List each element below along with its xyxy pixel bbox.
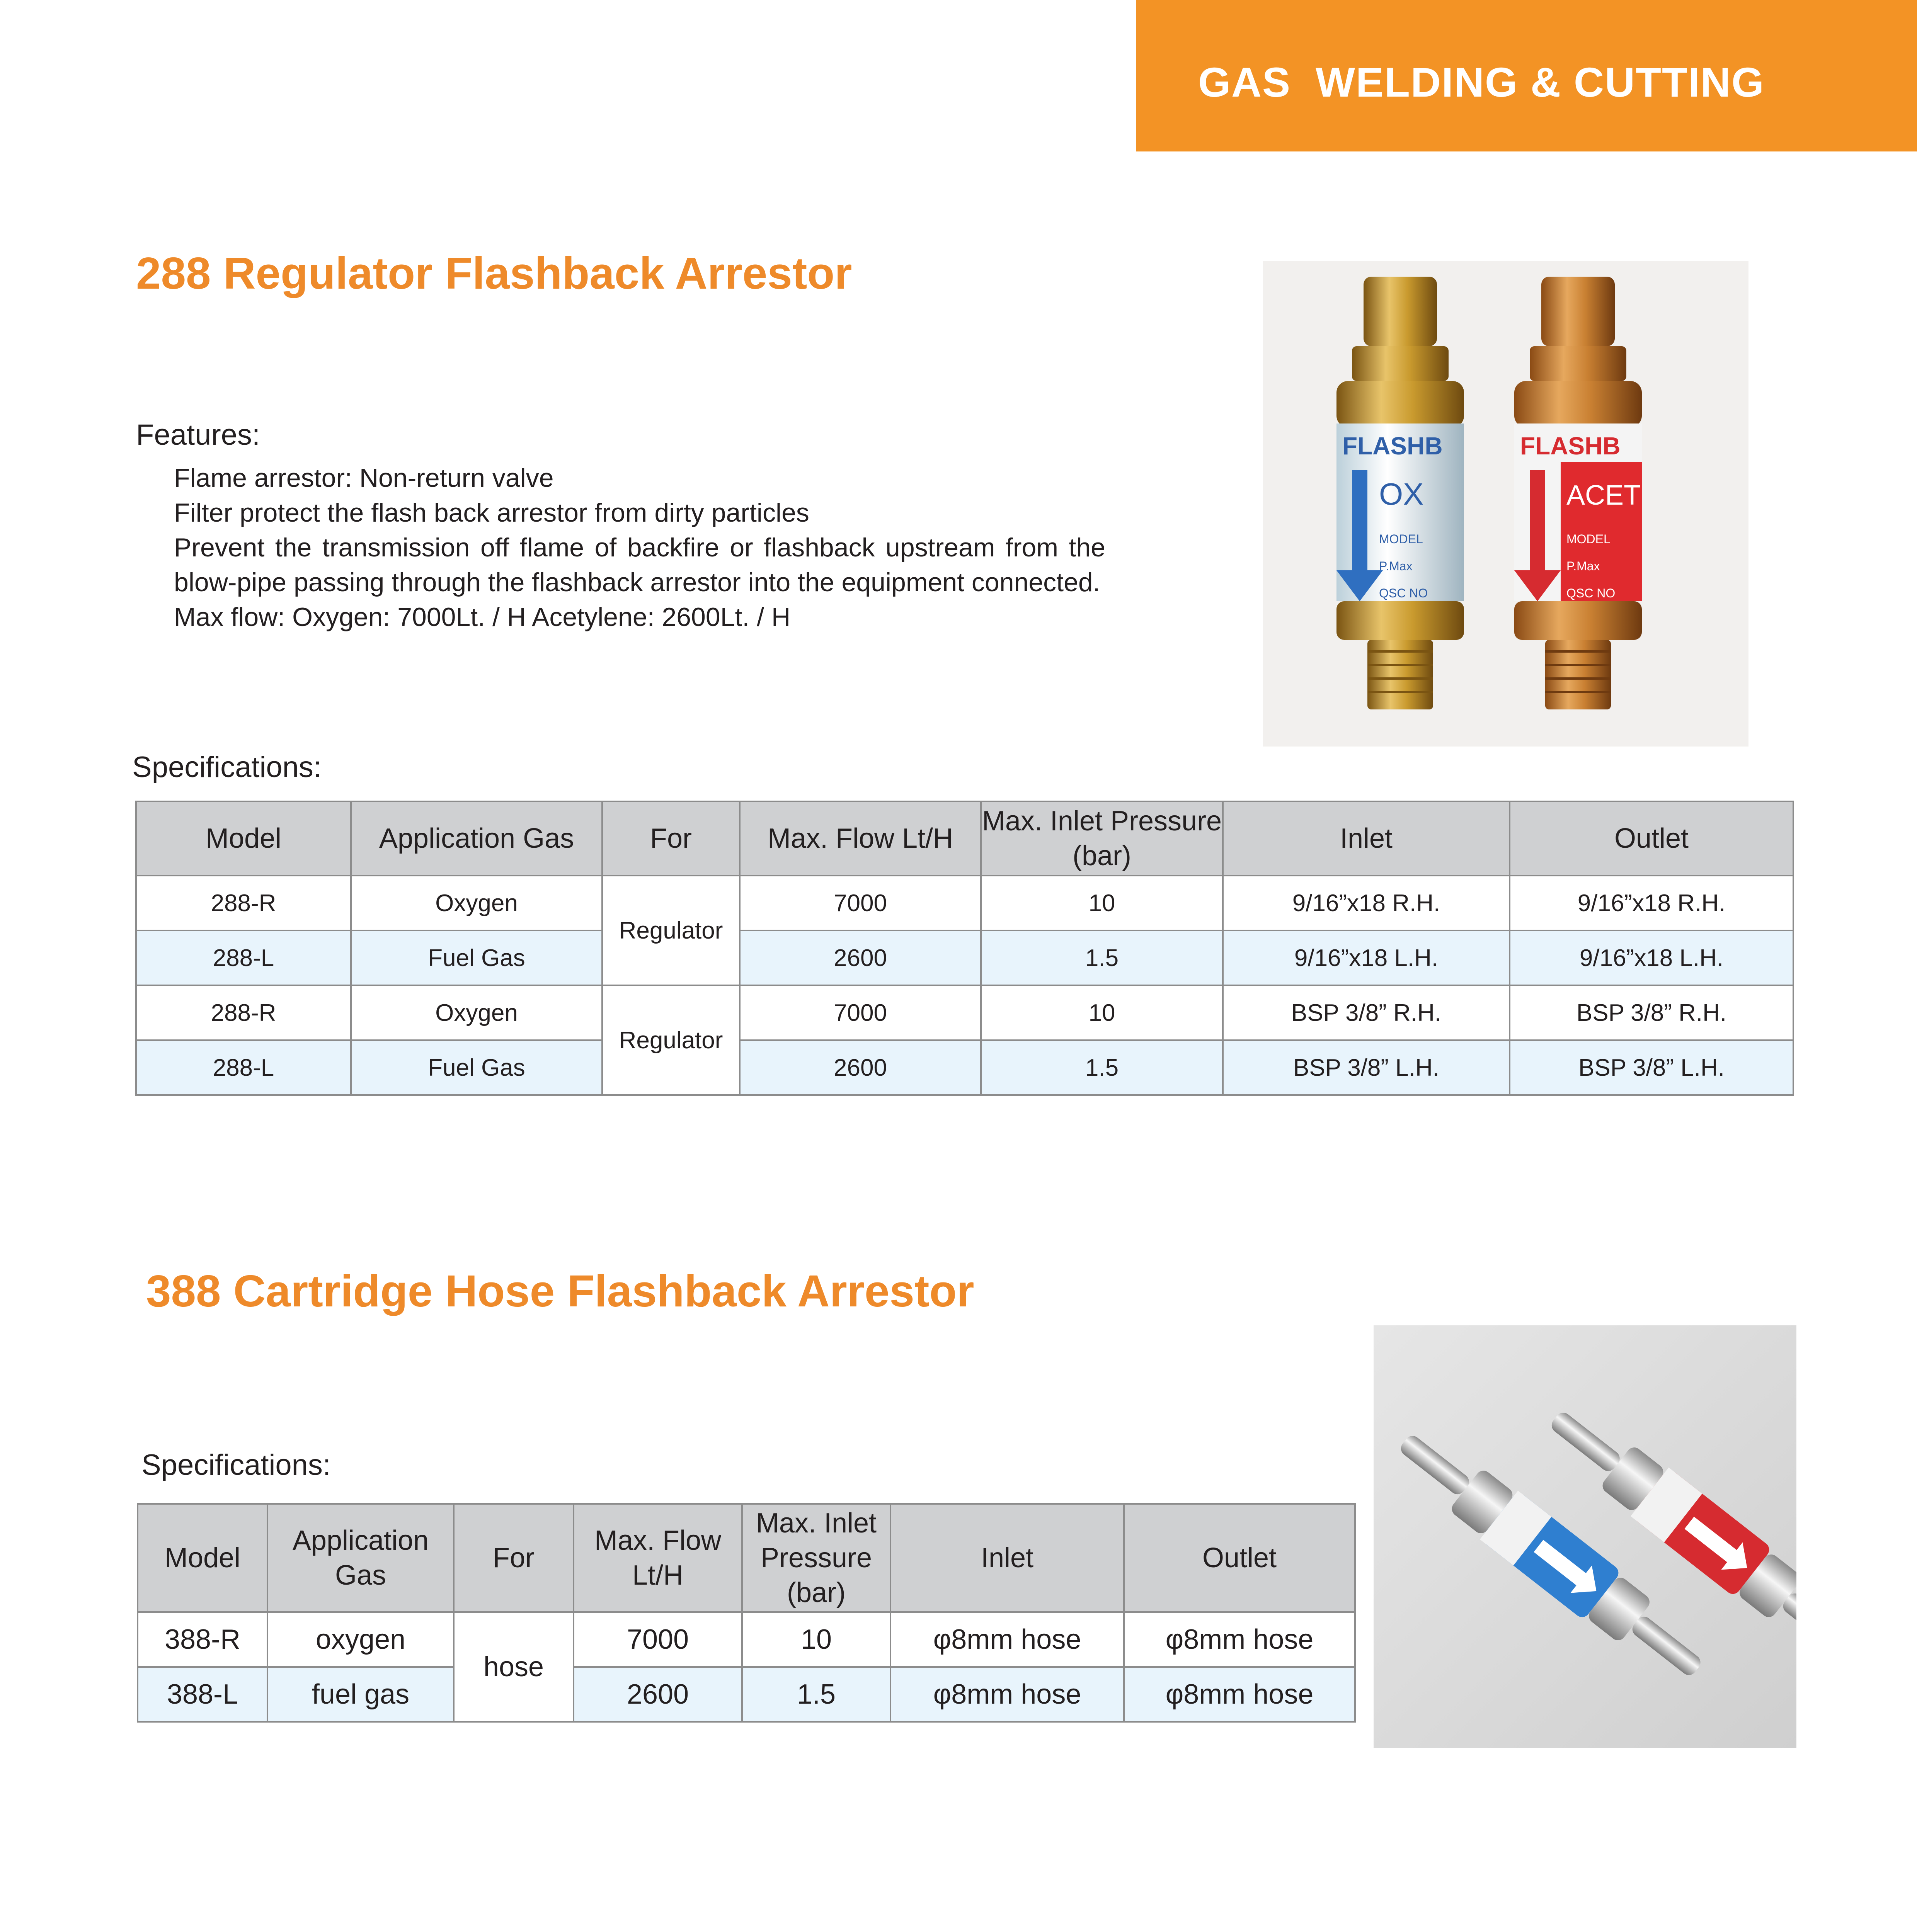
spec-table-288 <box>135 801 1794 1096</box>
table-cell: φ8mm hose <box>890 1667 1124 1722</box>
table-cell: BSP 3/8” L.H. <box>1223 1040 1510 1095</box>
features-list <box>174 461 1105 634</box>
table-row <box>138 1667 1355 1722</box>
table-cell: 2600 <box>740 1040 981 1095</box>
table-cell: 9/16”x18 L.H. <box>1510 930 1793 985</box>
table-cell: Regulator <box>602 876 740 985</box>
table-row <box>138 1612 1355 1667</box>
table-cell: 9/16”x18 R.H. <box>1223 876 1510 930</box>
feature-item: Flame arrestor: Non-return valve <box>174 463 554 493</box>
features-label: Features: <box>136 418 260 451</box>
photo-label: FLASHB <box>1342 432 1443 460</box>
header-cell: Outlet <box>1124 1504 1355 1612</box>
table-row <box>136 985 1793 1040</box>
table-cell: 1.5 <box>742 1667 890 1722</box>
photo-label: ACET <box>1566 480 1641 511</box>
table-cell: oxygen <box>267 1612 454 1667</box>
product-photo-288 <box>1263 261 1748 747</box>
table-cell: 288-R <box>136 876 351 930</box>
table-row <box>136 876 1793 930</box>
table-cell: fuel gas <box>267 1667 454 1722</box>
photo-label: QSC NO <box>1379 586 1428 600</box>
header-cell: Max. Flow Lt/H <box>574 1504 742 1612</box>
section-title-288: 288 Regulator Flashback Arrestor <box>136 248 852 298</box>
header-cell: Model <box>136 801 351 876</box>
table-cell: 388-L <box>138 1667 267 1722</box>
header-cell: For <box>602 801 740 876</box>
feature-item: Max flow: Oxygen: 7000Lt. / H Acetylene: 2600Lt. / H <box>174 602 791 632</box>
table-cell: Oxygen <box>351 876 602 930</box>
photo-label: P.Max <box>1566 559 1600 573</box>
table-cell: 288-L <box>136 1040 351 1095</box>
table-row <box>136 1040 1793 1095</box>
section-title-388: 388 Cartridge Hose Flashback Arrestor <box>146 1266 974 1316</box>
photo-label: P.Max <box>1379 559 1413 573</box>
table-cell: Regulator <box>602 985 740 1095</box>
specs-label-388: Specifications: <box>141 1449 331 1481</box>
photo-label: MODEL <box>1379 532 1423 546</box>
header-title: GAS WELDING & CUTTING <box>1198 59 1765 105</box>
table-cell: 10 <box>981 985 1223 1040</box>
feature-item: Prevent the transmission off flame of backfire or flashback upstream from the blow-pipe passing through the flashback arrestor into the equipment connected. <box>174 533 1105 597</box>
table-cell: 10 <box>742 1612 890 1667</box>
product-photo-388 <box>1374 1325 1796 1748</box>
photo-label: OX <box>1379 477 1424 511</box>
spec-table-388 <box>137 1503 1356 1723</box>
table-row <box>136 930 1793 985</box>
header-cell: For <box>454 1504 574 1612</box>
table-cell: BSP 3/8” R.H. <box>1510 985 1793 1040</box>
specs-label-288: Specifications: <box>132 751 322 784</box>
header-cell: Max. Flow Lt/H <box>740 801 981 876</box>
header-cell: Max. Inlet Pressure (bar) <box>981 801 1223 876</box>
table-cell: BSP 3/8” R.H. <box>1223 985 1510 1040</box>
table-cell: φ8mm hose <box>890 1612 1124 1667</box>
table-header-row <box>136 801 1793 876</box>
table-cell: 1.5 <box>981 930 1223 985</box>
photo-label: FLASHB <box>1520 432 1621 460</box>
photo-label: MODEL <box>1566 532 1611 546</box>
table-cell: Fuel Gas <box>351 930 602 985</box>
table-cell: Oxygen <box>351 985 602 1040</box>
header-cell: Max. Inlet Pressure (bar) <box>742 1504 890 1612</box>
table-cell: 9/16”x18 R.H. <box>1510 876 1793 930</box>
table-cell: 2600 <box>574 1667 742 1722</box>
header-cell: Inlet <box>890 1504 1124 1612</box>
table-cell: 2600 <box>740 930 981 985</box>
table-cell: 288-R <box>136 985 351 1040</box>
table-cell: φ8mm hose <box>1124 1667 1355 1722</box>
header-cell: Outlet <box>1510 801 1793 876</box>
table-cell: 288-L <box>136 930 351 985</box>
photo-label: QSC NO <box>1566 586 1616 600</box>
table-cell: 9/16”x18 L.H. <box>1223 930 1510 985</box>
header-cell: Application Gas <box>267 1504 454 1612</box>
table-cell: hose <box>454 1612 574 1722</box>
feature-item: Filter protect the flash back arrestor from dirty particles <box>174 498 809 527</box>
header-cell: Inlet <box>1223 801 1510 876</box>
table-cell: 7000 <box>574 1612 742 1667</box>
header-cell: Application Gas <box>351 801 602 876</box>
header-banner <box>1136 0 1917 151</box>
table-cell: Fuel Gas <box>351 1040 602 1095</box>
table-cell: 1.5 <box>981 1040 1223 1095</box>
table-cell: 10 <box>981 876 1223 930</box>
table-cell: 7000 <box>740 985 981 1040</box>
table-header-row <box>138 1504 1355 1612</box>
table-cell: 388-R <box>138 1612 267 1667</box>
table-cell: 7000 <box>740 876 981 930</box>
table-cell: φ8mm hose <box>1124 1612 1355 1667</box>
table-cell: BSP 3/8” L.H. <box>1510 1040 1793 1095</box>
header-cell: Model <box>138 1504 267 1612</box>
